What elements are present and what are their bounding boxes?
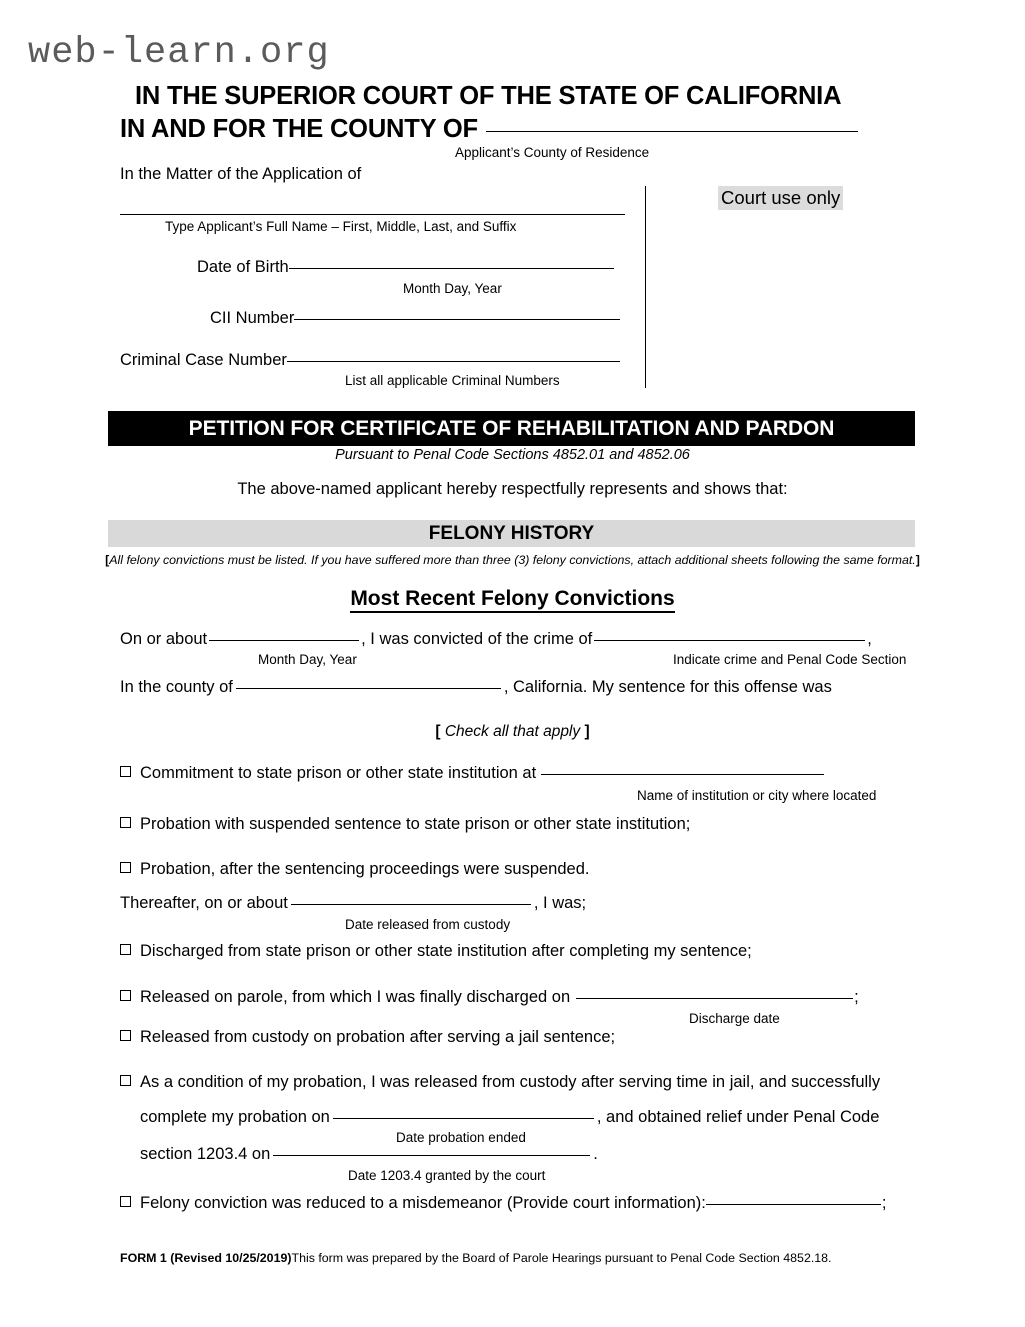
checkbox-label-released-probation-jail: Released from custody on probation after serving a jail sentence; bbox=[140, 1028, 616, 1046]
checkbox-item-released-probation-jail[interactable] bbox=[120, 1028, 615, 1047]
date-of-birth-rule[interactable] bbox=[289, 268, 614, 269]
form-footer bbox=[120, 1251, 832, 1265]
institution-name-rule[interactable] bbox=[541, 774, 824, 775]
checkbox-label-commitment: Commitment to state prison or other state institution at bbox=[140, 764, 537, 782]
date-of-birth-label: Date of Birth bbox=[197, 258, 289, 276]
checkbox-label-reduced-to-misdemeanor: Felony conviction was reduced to a misdemeanor (Provide court information): bbox=[140, 1194, 706, 1212]
checkbox-icon-condition-of-probation[interactable] bbox=[120, 1075, 131, 1086]
caption-discharge-date: Discharge date bbox=[689, 1011, 780, 1026]
date-of-birth-caption: Month Day, Year bbox=[403, 281, 502, 296]
note-bracket-close: ] bbox=[915, 553, 920, 567]
caption-vertical-divider bbox=[645, 186, 646, 388]
criminal-case-number-label: Criminal Case Number bbox=[120, 351, 287, 369]
sentence-for-offense-label: , California. My sentence for this offense was bbox=[503, 678, 832, 696]
in-the-county-of-label: In the county of bbox=[120, 678, 233, 696]
court-title-line-1: IN THE SUPERIOR COURT OF THE STATE OF CALIFORNIA bbox=[135, 82, 842, 110]
crime-penal-code-rule[interactable] bbox=[594, 640, 865, 641]
conviction-line-2 bbox=[120, 678, 832, 697]
check-all-text: Check all that apply bbox=[444, 723, 581, 740]
checkbox-icon-released-probation-jail[interactable] bbox=[120, 1030, 131, 1041]
felony-history-note bbox=[0, 553, 1025, 567]
applicant-name-rule[interactable] bbox=[120, 214, 625, 215]
checkbox-label-condition-of-probation: As a condition of my probation, I was released from custody after serving time in jail, and successfully bbox=[140, 1073, 881, 1091]
site-watermark: web-learn.org bbox=[28, 32, 330, 74]
note-bracket-open: [ bbox=[105, 553, 110, 567]
checkbox-item-commitment[interactable] bbox=[120, 764, 824, 783]
probation-end-date-rule[interactable] bbox=[333, 1118, 594, 1119]
conviction-line-1 bbox=[120, 630, 872, 649]
conviction-county-rule[interactable] bbox=[236, 688, 501, 689]
most-recent-felony-heading-label: Most Recent Felony Convictions bbox=[350, 587, 674, 613]
obtained-relief-label: , and obtained relief under Penal Code bbox=[596, 1108, 880, 1126]
thereafter-line bbox=[120, 894, 586, 913]
checkbox-icon-reduced-to-misdemeanor[interactable] bbox=[120, 1196, 131, 1207]
applicant-name-caption: Type Applicant’s Full Name – First, Middle, Last, and Suffix bbox=[165, 219, 517, 234]
condition-of-probation-line-3 bbox=[140, 1145, 598, 1164]
checkbox-label-discharged: Discharged from state prison or other state institution after completing my sentence; bbox=[140, 942, 752, 960]
caption-date-probation-ended: Date probation ended bbox=[396, 1130, 526, 1145]
conviction-line-1-comma: , bbox=[867, 630, 872, 648]
checkbox-icon-commitment[interactable] bbox=[120, 766, 131, 777]
petition-title-banner: PETITION FOR CERTIFICATE OF REHABILITATION AND PARDON bbox=[108, 411, 915, 446]
criminal-case-number-row bbox=[120, 351, 620, 370]
section-1203-label: section 1203.4 on bbox=[140, 1145, 271, 1163]
court-use-only-badge: Court use only bbox=[718, 186, 843, 210]
note-text: All felony convictions must be listed. If you have suffered more than three (3) felony convictions, attach additional sheets following the same format. bbox=[109, 553, 916, 567]
thereafter-trailer: , I was; bbox=[533, 894, 587, 912]
thereafter-label: Thereafter, on or about bbox=[120, 894, 288, 912]
form-footer-text: This form was prepared by the Board of Parole Hearings pursuant to Penal Code Section 4852.18. bbox=[291, 1251, 832, 1265]
checkbox-item-probation-after-suspension[interactable] bbox=[120, 860, 589, 879]
pursuant-subtitle: Pursuant to Penal Code Sections 4852.01 and 4852.06 bbox=[335, 447, 690, 463]
court-title-block bbox=[120, 80, 920, 146]
checkbox-item-reduced-to-misdemeanor[interactable] bbox=[120, 1194, 886, 1213]
form-footer-form-id: FORM 1 (Revised 10/25/2019) bbox=[120, 1251, 292, 1265]
check-all-bracket-close: ] bbox=[584, 723, 590, 740]
checkbox-item-condition-of-probation[interactable] bbox=[120, 1073, 880, 1092]
checkbox-icon-probation-after-suspension[interactable] bbox=[120, 862, 131, 873]
checkbox-misdemeanor-trailer: ; bbox=[881, 1194, 887, 1212]
above-named-statement: The above-named applicant hereby respectfully represents and shows that: bbox=[237, 480, 788, 498]
check-all-that-apply-note bbox=[0, 723, 1025, 741]
checkbox-label-probation-suspended-sentence: Probation with suspended sentence to state prison or other state institution; bbox=[140, 815, 691, 833]
section-1203-date-rule[interactable] bbox=[273, 1155, 590, 1156]
court-title-line-2 bbox=[120, 113, 920, 146]
date-released-rule[interactable] bbox=[291, 904, 531, 905]
felony-history-banner: FELONY HISTORY bbox=[108, 520, 915, 547]
county-input-rule[interactable] bbox=[486, 131, 858, 132]
cii-number-rule[interactable] bbox=[294, 319, 620, 320]
most-recent-felony-heading bbox=[0, 587, 1025, 611]
checkbox-icon-parole[interactable] bbox=[120, 990, 131, 1001]
caption-date-released: Date released from custody bbox=[345, 917, 511, 932]
checkbox-icon-probation-suspended-sentence[interactable] bbox=[120, 817, 131, 828]
parole-discharge-date-rule[interactable] bbox=[576, 998, 853, 999]
caption-indicate-crime: Indicate crime and Penal Code Section bbox=[673, 652, 907, 667]
county-caption: Applicant’s County of Residence bbox=[455, 145, 650, 160]
court-title-line-2-label: IN AND FOR THE COUNTY OF bbox=[120, 115, 478, 143]
matter-label: In the Matter of the Application of bbox=[120, 165, 362, 183]
convicted-of-crime-label: , I was convicted of the crime of bbox=[361, 630, 593, 648]
on-or-about-label: On or about bbox=[120, 630, 208, 648]
cii-number-row bbox=[210, 309, 620, 328]
misdemeanor-court-info-rule[interactable] bbox=[706, 1204, 881, 1205]
caption-institution-name: Name of institution or city where located bbox=[637, 788, 877, 803]
checkbox-label-parole: Released on parole, from which I was finally discharged on bbox=[140, 988, 571, 1006]
criminal-case-number-caption: List all applicable Criminal Numbers bbox=[345, 373, 560, 388]
caption-date-1203-granted: Date 1203.4 granted by the court bbox=[348, 1168, 546, 1183]
complete-probation-label: complete my probation on bbox=[140, 1108, 330, 1126]
criminal-case-number-rule[interactable] bbox=[287, 361, 620, 362]
caption-month-day-year: Month Day, Year bbox=[258, 652, 357, 667]
cii-number-label: CII Number bbox=[210, 309, 295, 327]
checkbox-item-discharged[interactable] bbox=[120, 942, 752, 961]
section-1203-period: . bbox=[593, 1145, 598, 1163]
check-all-bracket-open: [ bbox=[435, 723, 441, 740]
conviction-date-rule[interactable] bbox=[209, 640, 359, 641]
checkbox-item-parole[interactable] bbox=[120, 988, 859, 1007]
date-of-birth-row bbox=[197, 258, 614, 277]
checkbox-label-probation-after-suspension: Probation, after the sentencing proceedings were suspended. bbox=[140, 860, 590, 878]
condition-of-probation-line-2 bbox=[140, 1108, 879, 1127]
checkbox-item-probation-suspended-sentence[interactable] bbox=[120, 815, 690, 834]
checkbox-icon-discharged[interactable] bbox=[120, 944, 131, 955]
checkbox-parole-trailer: ; bbox=[854, 988, 859, 1006]
